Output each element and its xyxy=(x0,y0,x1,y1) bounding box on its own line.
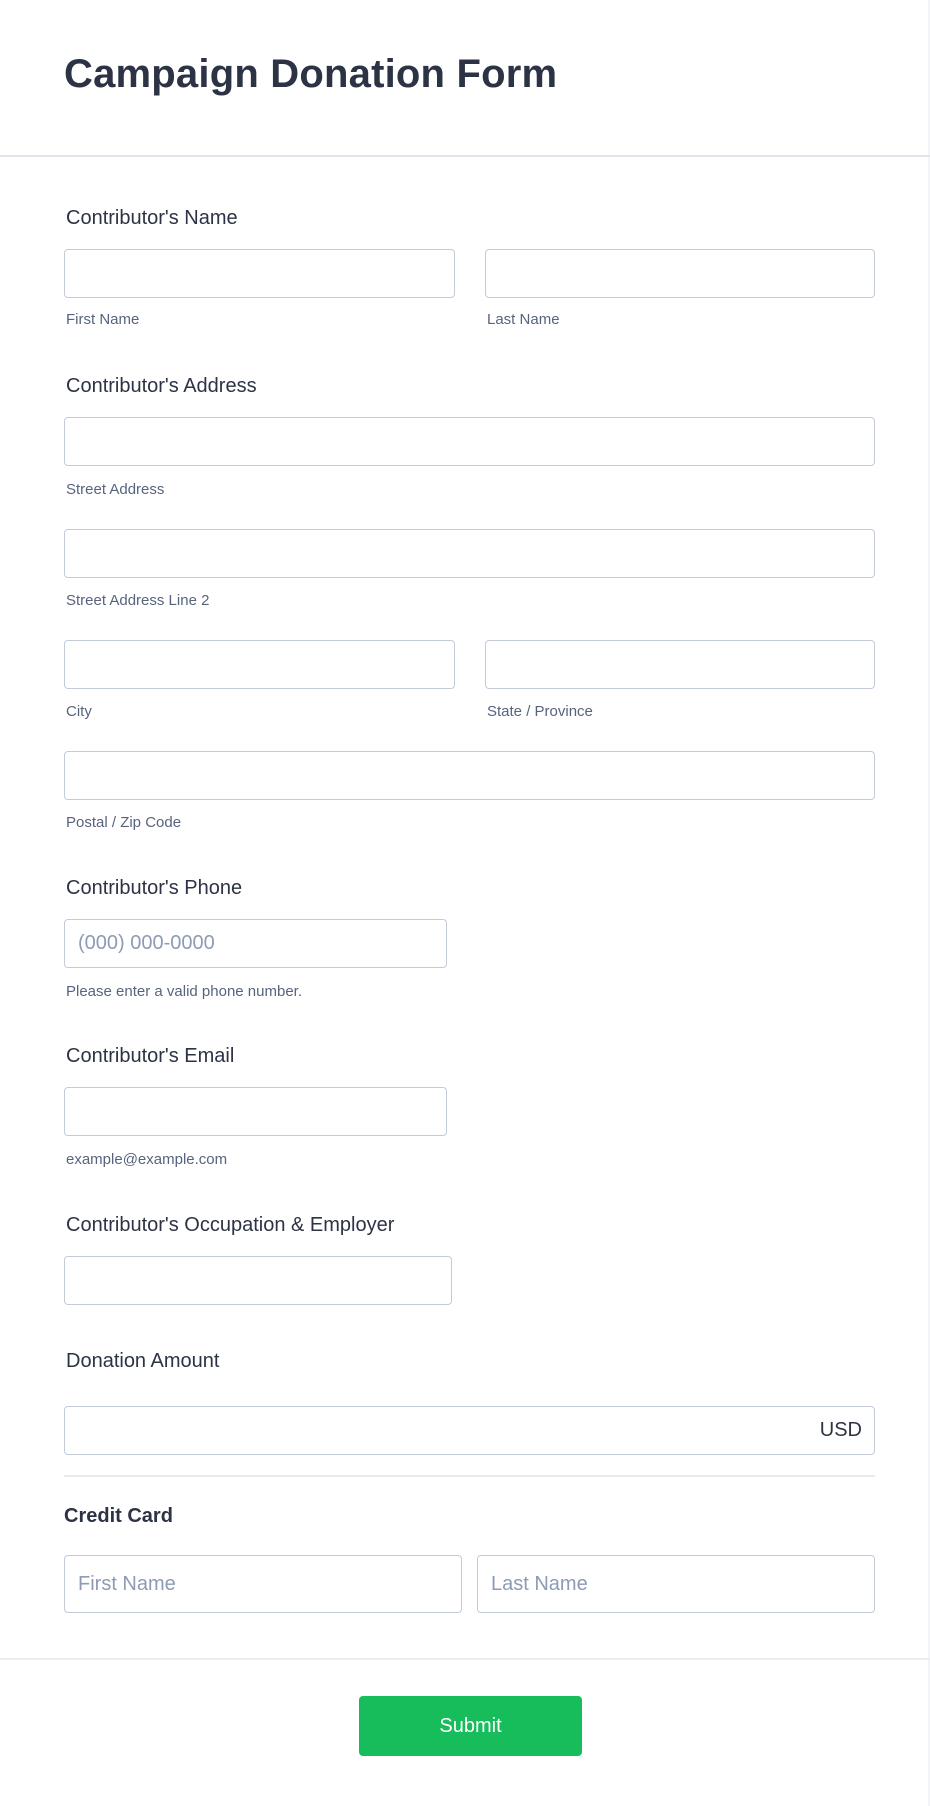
occupation-label: Contributor's Occupation & Employer xyxy=(66,1214,395,1236)
header-divider xyxy=(0,155,930,157)
phone-label: Contributor's Phone xyxy=(66,877,243,899)
email-label: Contributor's Email xyxy=(66,1045,235,1067)
street-address-sublabel: Street Address xyxy=(66,481,165,498)
card-last-name-input[interactable] xyxy=(477,1555,875,1613)
street-address-line2-sublabel: Street Address Line 2 xyxy=(66,592,210,609)
donation-amount-label: Donation Amount xyxy=(66,1350,220,1372)
last-name-sublabel: Last Name xyxy=(487,311,560,328)
credit-card-title: Credit Card xyxy=(64,1505,173,1527)
phone-input[interactable] xyxy=(64,919,447,968)
phone-hint: Please enter a valid phone number. xyxy=(66,983,302,1000)
card-first-name-input[interactable] xyxy=(64,1555,462,1613)
occupation-employer-input[interactable] xyxy=(64,1256,452,1305)
first-name-sublabel: First Name xyxy=(66,311,140,328)
postal-code-input[interactable] xyxy=(64,751,875,800)
address-label: Contributor's Address xyxy=(66,375,257,397)
last-name-input[interactable] xyxy=(485,249,875,298)
postal-code-sublabel: Postal / Zip Code xyxy=(66,814,182,831)
state-province-sublabel: State / Province xyxy=(487,703,593,720)
name-label: Contributor's Name xyxy=(66,207,238,229)
currency-suffix: USD xyxy=(819,1419,862,1441)
street-address-input[interactable] xyxy=(64,417,875,466)
street-address-line2-input[interactable] xyxy=(64,529,875,578)
donation-amount-input[interactable] xyxy=(64,1406,875,1455)
city-sublabel: City xyxy=(66,703,92,720)
state-province-input[interactable] xyxy=(485,640,875,689)
first-name-input[interactable] xyxy=(64,249,455,298)
email-input[interactable] xyxy=(64,1087,447,1136)
section-divider xyxy=(64,1475,875,1477)
email-hint: example@example.com xyxy=(66,1151,228,1168)
footer-divider xyxy=(0,1658,930,1660)
page-title: Campaign Donation Form xyxy=(64,52,558,96)
submit-button[interactable]: Submit xyxy=(359,1696,582,1756)
city-input[interactable] xyxy=(64,640,455,689)
